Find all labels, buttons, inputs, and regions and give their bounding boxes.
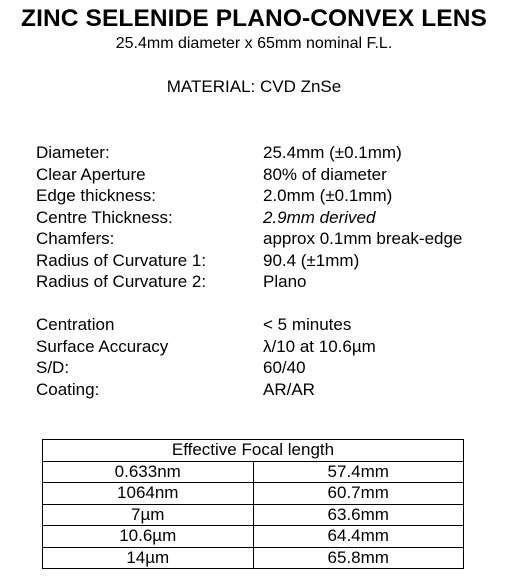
spec-value: 60/40 xyxy=(263,358,306,377)
table-row xyxy=(43,461,464,483)
spec-label: Clear Aperture xyxy=(36,164,146,184)
spec-row-radius-2 xyxy=(36,271,506,293)
focal-length-cell: 63.6mm xyxy=(253,504,464,526)
spec-value: 2.9mm derived xyxy=(263,207,376,227)
spec-row-clear-aperture xyxy=(36,164,506,186)
table-header: Effective Focal length xyxy=(43,440,464,462)
spec-row-surface-accuracy xyxy=(36,336,506,358)
spec-label: S/D: xyxy=(36,358,70,377)
wavelength-cell: 14µm xyxy=(43,547,254,569)
spec-value: 2.0mm (±0.1mm) xyxy=(263,186,393,205)
focal-length-cell: 65.8mm xyxy=(253,547,464,569)
material-line: MATERIAL: CVD ZnSe xyxy=(166,77,342,96)
wavelength-cell: 1064nm xyxy=(43,483,254,505)
spec-label: Centration xyxy=(36,315,115,334)
spec-value: < 5 minutes xyxy=(263,315,352,334)
spec-label: Radius of Curvature 2: xyxy=(36,272,207,291)
spec-label: Centre Thickness: xyxy=(36,207,173,227)
spec-value: Plano xyxy=(263,272,307,291)
focal-length-cell: 57.4mm xyxy=(253,461,464,483)
specifications-list xyxy=(36,142,506,400)
spec-label: Edge thickness: xyxy=(36,186,157,205)
spec-row-centration xyxy=(36,314,506,336)
document-title: ZINC SELENIDE PLANO-CONVEX LENS xyxy=(21,5,487,32)
table-row xyxy=(43,547,464,569)
wavelength-cell: 7µm xyxy=(43,504,254,526)
table-header-row xyxy=(43,440,464,462)
spec-value: AR/AR xyxy=(263,379,315,399)
spec-label: Surface Accuracy xyxy=(36,336,169,356)
group-spacer xyxy=(36,293,506,315)
spec-value: 80% of diameter xyxy=(263,164,387,184)
spec-row-radius-1 xyxy=(36,250,506,272)
spec-value: 90.4 (±1mm) xyxy=(263,250,360,270)
document-subtitle: 25.4mm diameter x 65mm nominal F.L. xyxy=(115,35,393,52)
spec-row-scratch-dig xyxy=(36,357,506,379)
spec-row-diameter xyxy=(36,142,506,164)
spec-row-coating xyxy=(36,379,506,401)
spec-value: 25.4mm (±0.1mm) xyxy=(263,143,402,162)
wavelength-cell: 10.6µm xyxy=(43,526,254,548)
spec-value: approx 0.1mm break-edge xyxy=(263,229,463,248)
table-row xyxy=(43,483,464,505)
table-row xyxy=(43,504,464,526)
effective-focal-length-table xyxy=(42,439,464,569)
spec-label: Diameter: xyxy=(36,143,110,162)
spec-row-edge-thickness xyxy=(36,185,506,207)
wavelength-cell: 0.633nm xyxy=(43,461,254,483)
spec-label: Radius of Curvature 1: xyxy=(36,250,207,270)
spec-label: Chamfers: xyxy=(36,229,115,248)
focal-length-cell: 64.4mm xyxy=(253,526,464,548)
focal-length-cell: 60.7mm xyxy=(253,483,464,505)
table-row xyxy=(43,526,464,548)
spec-value: λ/10 at 10.6µm xyxy=(263,336,376,356)
spec-row-chamfers xyxy=(36,228,506,250)
spec-row-centre-thickness xyxy=(36,207,506,229)
spec-label: Coating: xyxy=(36,379,100,399)
